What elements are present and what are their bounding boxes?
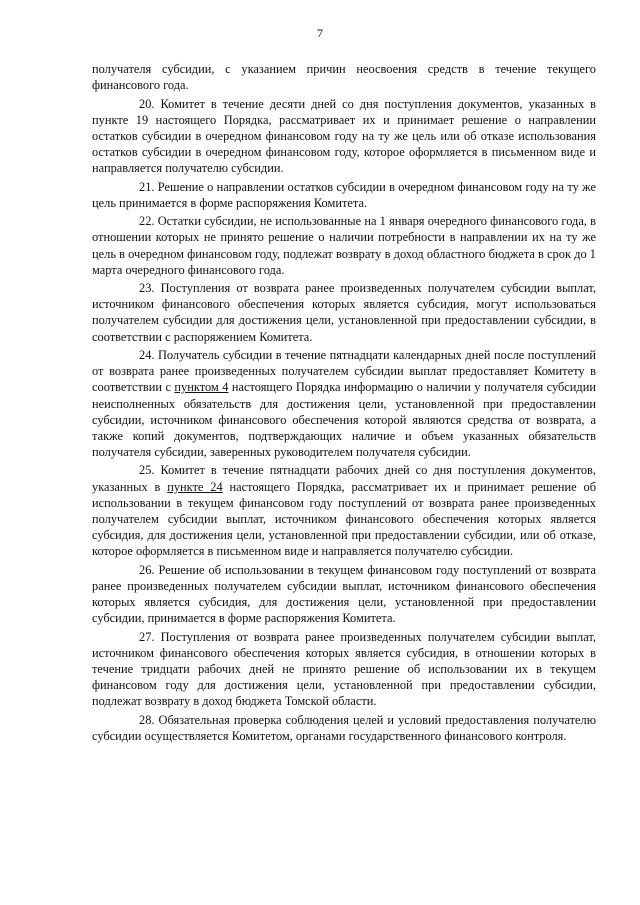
document-body bbox=[92, 61, 596, 746]
paragraph-23: 23. Поступления от возврата ранее произведенных получателем субсидии выплат, источником финансового обеспечения которых является субсидия, могут использоваться получателем субсидии для достижения цели, установленной при предоставлении субсидии, в соответствии с распоряжением Комитета. bbox=[92, 281, 596, 344]
paragraph-25-text-before: 25. Комитет в течение пятнадцати рабочих дней со дня поступления документов, указанных в bbox=[92, 463, 596, 494]
paragraph-24-text-after: настоящего Порядка информацию о наличии у получателя субсидии неисполненных обязательств для достижения цели, установленной при предоставлении субсидии, источником финансового обеспечения которой являются средства от возврата, а также копий документов, подтверждающих наличие и объем указанных обязательств получателя субсидии, заверенных руководителем получателя субсидии. bbox=[92, 380, 596, 460]
paragraph-26: 26. Решение об использовании в текущем финансовом году поступлений от возврата ранее произведенных получателем субсидии выплат, источником финансового обеспечения которых является субсидия, для достижения цели, установленной при предоставлении субсидии, принимается в форме распоряжения Комитета. bbox=[92, 562, 596, 626]
paragraph-22: 22. Остатки субсидии, не использованные на 1 января очередного финансового года, в отношении которых не принято решение о наличии потребности в направлении их на ту же цель в очередном финансовом году, подлежат возврату в доход областного бюджета в срок до 1 марта очередного финансового года. bbox=[92, 214, 596, 277]
paragraph-28: 28. Обязательная проверка соблюдения целей и условий предоставления получателю субсидии осуществляется Комитетом, органами государственного финансового контроля. bbox=[92, 712, 596, 743]
paragraph-24 bbox=[92, 347, 596, 460]
paragraph-27: 27. Поступления от возврата ранее произведенных получателем субсидии выплат, источником финансового обеспечения которых является субсидия, в отношении которых в течение тридцати рабочих дней не принято решение об использовании их в текущем финансовом году для достижения цели, установленной при предоставлении субсидии, подлежат возврату в доход бюджета Томской области. bbox=[92, 629, 596, 709]
paragraph-21: 21. Решение о направлении остатков субсидии в очередном финансовом году на ту же цель принимается в форме распоряжения Комитета. bbox=[92, 179, 596, 210]
link-point-4[interactable]: пунктом 4 bbox=[174, 380, 229, 395]
paragraph-25-text-after: настоящего Порядка, рассматривает их и принимает решение об использовании в текущем финансовом году поступлений от возврата ранее произведенных получателем субсидии выплат, источником финансового обеспечения которых является субсидия, для достижения цели, установленной при предоставлении субсидии, или об отказе, которое оформляется в письменном виде и направляется получателю субсидии. bbox=[92, 479, 597, 559]
paragraph-24-text-before: 24. Получатель субсидии в течение пятнадцати календарных дней после поступлений от возврата ранее произведенных получателем субсидии выплат предоставляет Комитету в соответствии с bbox=[92, 347, 596, 395]
page-number: 7 bbox=[317, 26, 323, 40]
paragraph-25 bbox=[92, 462, 596, 559]
paragraph-continuation: получателя субсидии, с указанием причин неосвоения средств в течение текущего финансового года. bbox=[92, 62, 596, 93]
link-point-24[interactable]: пункте 24 bbox=[167, 479, 223, 494]
paragraph-20: 20. Комитет в течение десяти дней со дня поступления документов, указанных в пункте 19 настоящего Порядка, рассматривает их и принимает решение о направлении остатков субсидии в очередном финансовом году на ту же цель или об отказе использования остатков субсидии в очередном финансовом году, которое оформляется в письменном виде и направляется получателю субсидии. bbox=[92, 96, 596, 176]
